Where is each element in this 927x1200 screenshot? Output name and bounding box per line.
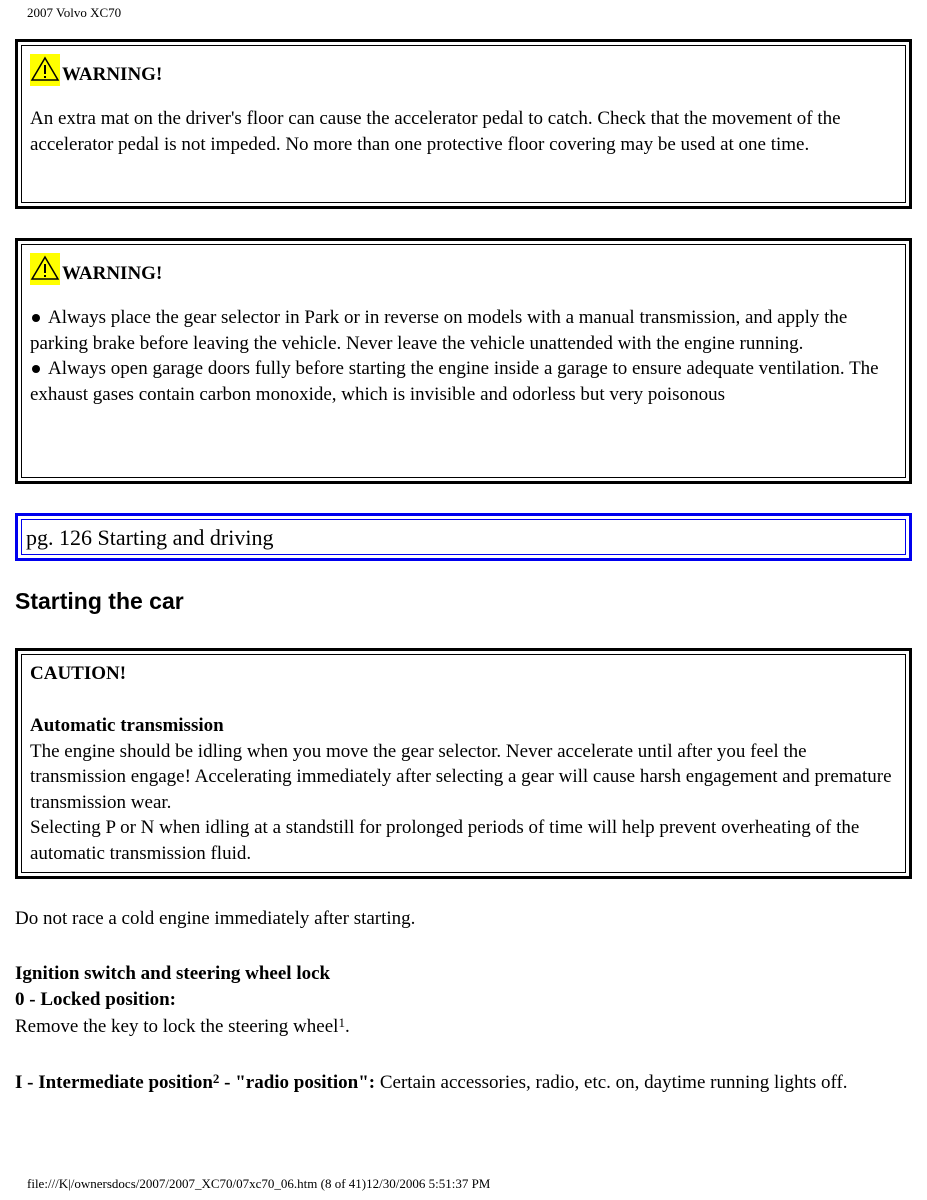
- warning-box-inner: [21, 244, 906, 478]
- footnote-ref[interactable]: 1: [338, 1015, 345, 1030]
- cold-engine-text: Do not race a cold engine immediately after starting.: [15, 908, 416, 929]
- warning-title: WARNING!: [62, 263, 163, 284]
- intermediate-body: Certain accessories, radio, etc. on, daytime running lights off.: [375, 1072, 848, 1093]
- warning-heading: [30, 52, 897, 86]
- page-nav-link[interactable]: pg. 126 Starting and driving: [21, 519, 906, 555]
- warning-box-inner: [21, 45, 906, 203]
- ignition-heading: Ignition switch and steering wheel lock: [15, 963, 331, 984]
- intermediate-heading: I - Intermediate position: [15, 1072, 213, 1093]
- caution-text: Selecting P or N when idling at a standstill for prolonged periods of time will help prevent overheating of the automatic transmission fluid.: [30, 817, 860, 864]
- section-heading: Starting the car: [15, 588, 184, 614]
- list-item: [30, 356, 897, 407]
- document-footer-path: file:///K|/ownersdocs/2007/2007_XC70/07xc70_06.htm (8 of 41)12/30/2006 5:51:37 PM: [27, 1176, 491, 1191]
- caution-subtitle: Automatic transmission: [30, 715, 224, 736]
- intermediate-position-text: [15, 1070, 885, 1096]
- list-item: [30, 305, 897, 356]
- warning-text: An extra mat on the driver's floor can cause the accelerator pedal to catch. Check that the movement of the accelerator pedal is not impeded. No more than one protective floor covering may be used at one time.: [30, 108, 841, 155]
- locked-text-end: .: [344, 1016, 350, 1037]
- caution-text: The engine should be idling when you move the gear selector. Never accelerate until after you feel the transmission engage! Accelerating immediately after selecting a gear will cause harsh engagement and premature transmission wear.: [30, 740, 892, 813]
- warning-bullet-list: [30, 305, 897, 407]
- locked-position-text: [15, 1014, 895, 1040]
- footnote-ref[interactable]: 2: [212, 1071, 220, 1086]
- warning-box-floor-mat: [15, 39, 912, 209]
- bullet-text: Always place the gear selector in Park or in reverse on models with a manual transmission, and apply the parking brake before leaving the vehicle. Never leave the vehicle unattended with the engine running.: [30, 307, 848, 354]
- bullet-text: Always open garage doors fully before starting the engine inside a garage to ensure adequate ventilation. The exhaust gases contain carbon monoxide, which is invisible and odorless but very poisonous: [30, 358, 879, 405]
- intermediate-heading-2: - "radio position":: [219, 1072, 376, 1093]
- caution-title: CAUTION!: [30, 663, 127, 684]
- locked-text: Remove the key to lock the steering wheel: [15, 1016, 339, 1037]
- warning-box-gear-selector: [15, 238, 912, 484]
- document-header-title: 2007 Volvo XC70: [27, 5, 122, 20]
- locked-position-heading: 0 - Locked position:: [15, 989, 176, 1010]
- warning-triangle-icon: [30, 54, 60, 86]
- caution-box-inner: [21, 654, 906, 873]
- warning-heading: [30, 251, 897, 285]
- page-nav-box[interactable]: [15, 513, 912, 561]
- bullet-icon: [32, 314, 40, 322]
- warning-triangle-icon: [30, 253, 60, 285]
- caution-box: [15, 648, 912, 879]
- warning-title: WARNING!: [62, 64, 163, 85]
- bullet-icon: [32, 365, 40, 373]
